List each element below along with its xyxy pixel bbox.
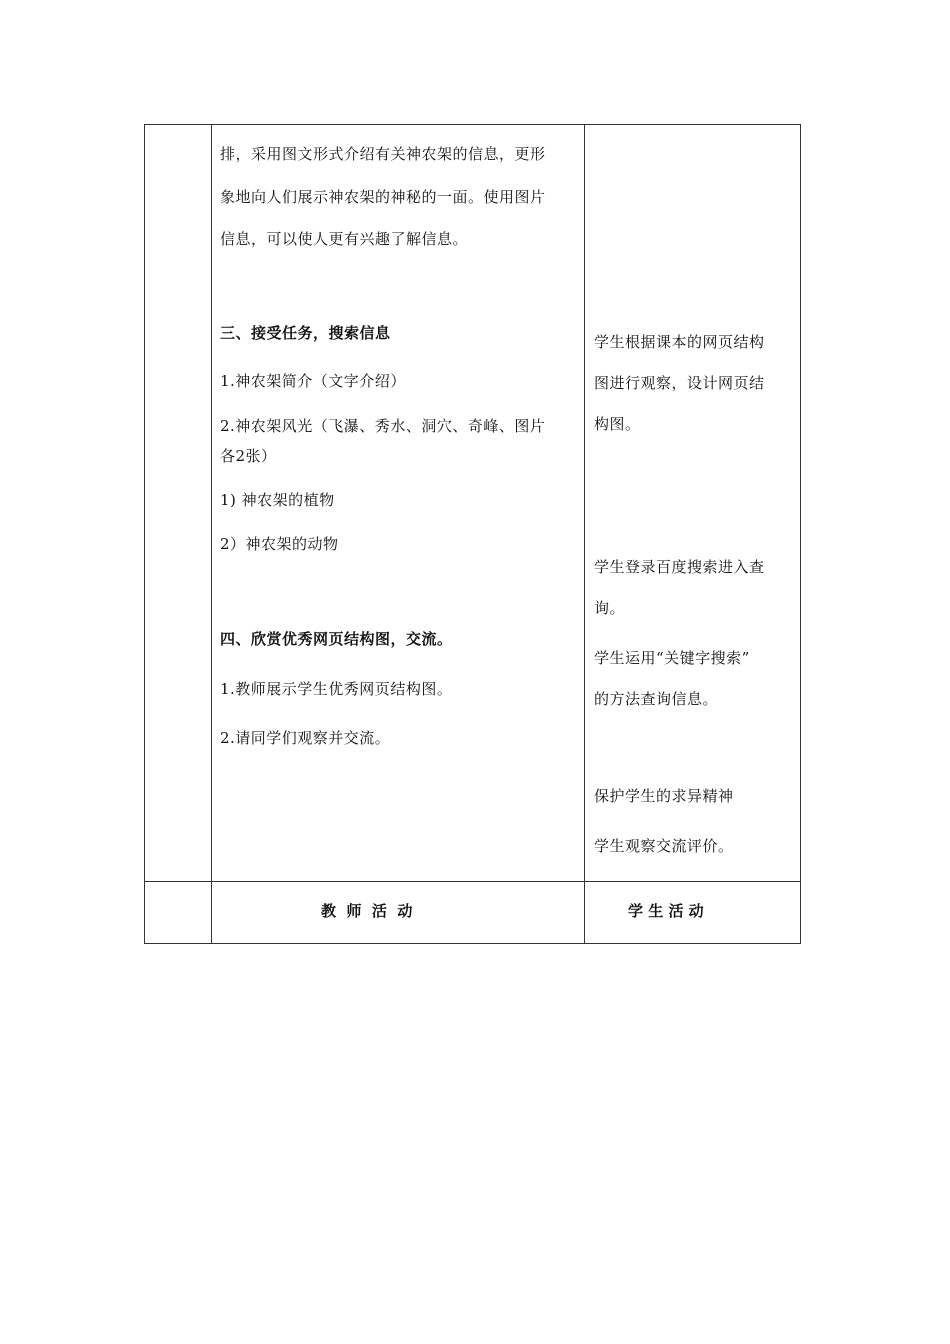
section-heading-search: 三、接受任务，搜索信息 — [220, 324, 391, 342]
teacher-text-line: 1.教师展示学生优秀网页结构图。 — [220, 680, 453, 698]
student-text-line: 询。 — [594, 599, 626, 617]
teacher-activity-label: 教 师 活 动 — [321, 902, 413, 920]
student-text-line: 学生根据课本的网页结构 — [594, 333, 765, 351]
student-activity-header-cell — [585, 882, 801, 944]
student-text-line: 保护学生的求异精神 — [594, 787, 734, 805]
student-text-line: 图进行观察，设计网页结 — [594, 374, 765, 392]
student-text-line: 学生运用“关键字搜索” — [594, 649, 750, 667]
teacher-text-line: 2.神农架风光（飞瀑、秀水、洞穴、奇峰、图片 — [220, 417, 546, 435]
teacher-text-line: 1.神农架简介（文字介绍） — [220, 372, 406, 390]
blank-left-cell — [145, 125, 212, 882]
lesson-table — [144, 124, 801, 944]
teacher-text-line: 各2张） — [220, 447, 277, 465]
student-activity-label: 学 生 活 动 — [628, 902, 704, 920]
teacher-text-line: 2.请同学们观察并交流。 — [220, 729, 391, 747]
teacher-activity-header-cell — [212, 882, 585, 944]
teacher-content-cell — [212, 125, 585, 882]
teacher-text-line: 信息，可以使人更有兴趣了解信息。 — [220, 230, 469, 248]
teacher-text-line: 2）神农架的动物 — [220, 535, 339, 553]
student-text-line: 学生登录百度搜索进入查 — [594, 558, 765, 576]
section-heading-appreciate: 四、欣赏优秀网页结构图，交流。 — [220, 630, 453, 648]
blank-left-footer-cell — [145, 882, 212, 944]
student-text-line: 构图。 — [594, 415, 641, 433]
teacher-text-line: 1) 神农架的植物 — [220, 491, 335, 509]
teacher-text-line: 象地向人们展示神农架的神秘的一面。使用图片 — [220, 188, 546, 206]
student-text-line: 学生观察交流评价。 — [594, 837, 734, 855]
teacher-text-line: 排，采用图文形式介绍有关神农架的信息，更形 — [220, 145, 546, 163]
student-content-cell — [585, 125, 801, 882]
student-text-line: 的方法查询信息。 — [594, 690, 719, 708]
